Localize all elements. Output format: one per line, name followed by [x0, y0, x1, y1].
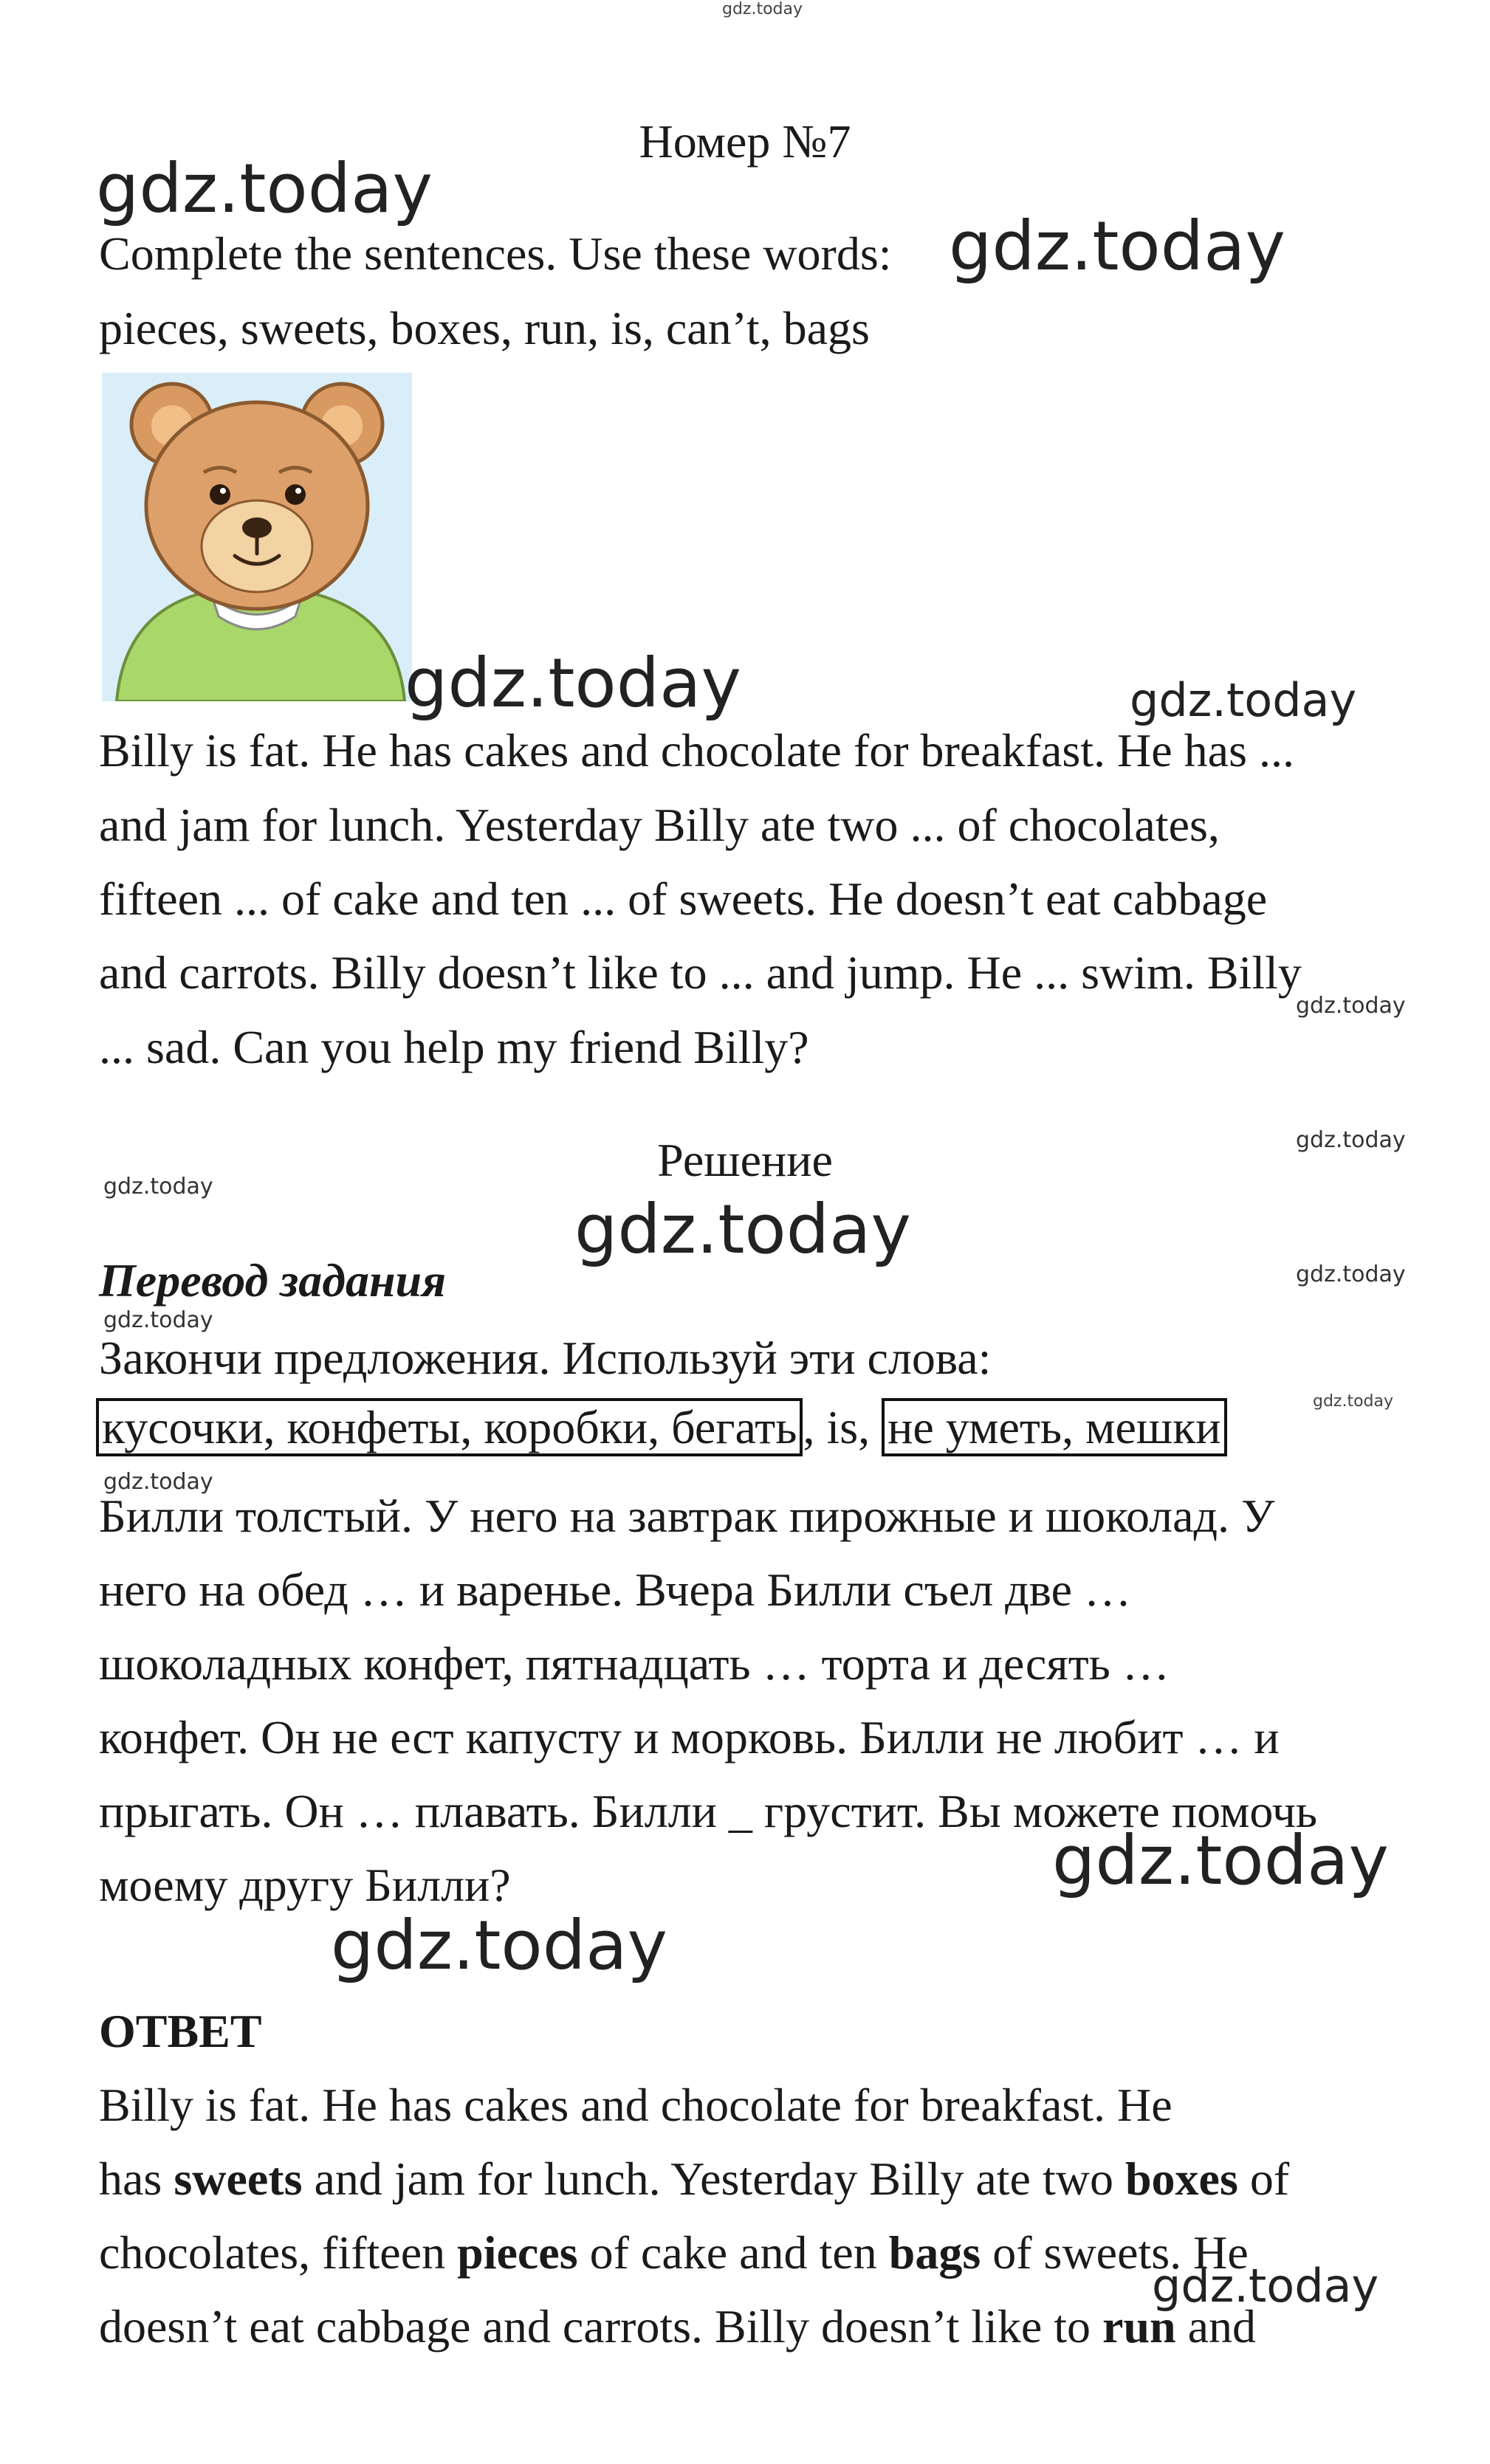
watermark-top: gdz.today — [722, 0, 803, 18]
answer-word: sweets — [174, 2152, 303, 2205]
task-instruction: Complete the sentences. Use these words: — [99, 227, 892, 280]
watermark: gdz.today — [1152, 2259, 1379, 2313]
translation-line: шоколадных конфет, пятнадцать … торта и десять … — [99, 1637, 1170, 1690]
answer-text: of cake and ten — [577, 2226, 889, 2279]
answer-text: of — [1237, 2152, 1290, 2205]
page-title: Номер №7 — [639, 115, 851, 168]
watermark: gdz.today — [949, 207, 1285, 286]
answer-line — [99, 2226, 1249, 2279]
watermark: gdz.today — [1313, 1392, 1394, 1411]
answer-line: Billy is fat. He has cakes and chocolate for breakfast. He — [99, 2079, 1173, 2131]
watermark: gdz.today — [96, 149, 433, 228]
task-text-line: fifteen ... of cake and ten ... of sweets. He doesn’t eat cabbage — [99, 873, 1268, 925]
answer-line — [99, 2152, 1290, 2205]
task-words: pieces, sweets, boxes, run, is, can’t, bags — [99, 302, 870, 354]
watermark: gdz.today — [1052, 1821, 1389, 1900]
task-text-line: ... sad. Can you help my friend Billy? — [99, 1021, 809, 1073]
translation-words — [96, 1401, 1227, 1453]
watermark: gdz.today — [405, 644, 741, 723]
translation-line: прыгать. Он … плавать. Билли _ грустит. Вы можете помочь — [99, 1785, 1318, 1837]
watermark: gdz.today — [103, 1174, 213, 1200]
answer-text: doesn’t eat cabbage and carrots. Billy doesn’t like to — [99, 2300, 1103, 2353]
answer-word: boxes — [1125, 2152, 1238, 2205]
watermark: gdz.today — [103, 1469, 213, 1495]
bear-illustration — [102, 373, 412, 701]
translation-line: Билли толстый. У него на завтрак пирожные и шоколад. У — [99, 1490, 1275, 1542]
middle-words: , is, — [803, 1401, 882, 1453]
solution-heading: Решение — [657, 1134, 833, 1186]
watermark: gdz.today — [1296, 1262, 1406, 1287]
bear-icon — [102, 373, 412, 701]
boxed-words-1: кусочки, конфеты, коробки, бегать — [96, 1398, 803, 1456]
task-text-line: and jam for lunch. Yesterday Billy ate two ... of chocolates, — [99, 799, 1220, 851]
answer-text: and — [1175, 2300, 1257, 2353]
watermark: gdz.today — [1130, 673, 1357, 727]
translation-instruction: Закончи предложения. Используй эти слова: — [99, 1332, 992, 1384]
answer-text: chocolates, fifteen — [99, 2226, 458, 2279]
watermark: gdz.today — [1296, 1127, 1406, 1153]
boxed-words-2: не уметь, мешки — [882, 1398, 1226, 1456]
watermark: gdz.today — [103, 1307, 213, 1333]
translation-line: него на обед … и варенье. Вчера Билли съел две … — [99, 1563, 1131, 1616]
watermark: gdz.today — [331, 1906, 667, 1985]
answer-word: bags — [888, 2226, 981, 2279]
answer-line — [99, 2300, 1257, 2353]
answer-word: run — [1102, 2300, 1176, 2353]
translation-line: моему другу Билли? — [99, 1859, 511, 1911]
answer-word: pieces — [457, 2226, 578, 2279]
translation-line: конфет. Он не ест капусту и морковь. Билли не любит … и — [99, 1711, 1280, 1763]
translation-heading: Перевод задания — [99, 1254, 447, 1307]
answer-text: has — [99, 2152, 174, 2205]
watermark: gdz.today — [1296, 993, 1406, 1019]
answer-heading: ОТВЕТ — [99, 2005, 262, 2057]
watermark: gdz.today — [574, 1190, 911, 1269]
answer-text: of sweets. He — [981, 2226, 1249, 2279]
answer-text: and jam for lunch. Yesterday Billy ate two — [302, 2152, 1125, 2205]
task-text-line: Billy is fat. He has cakes and chocolate for breakfast. He has ... — [99, 724, 1294, 777]
task-text-line: and carrots. Billy doesn’t like to ... and jump. He ... swim. Billy — [99, 946, 1302, 999]
